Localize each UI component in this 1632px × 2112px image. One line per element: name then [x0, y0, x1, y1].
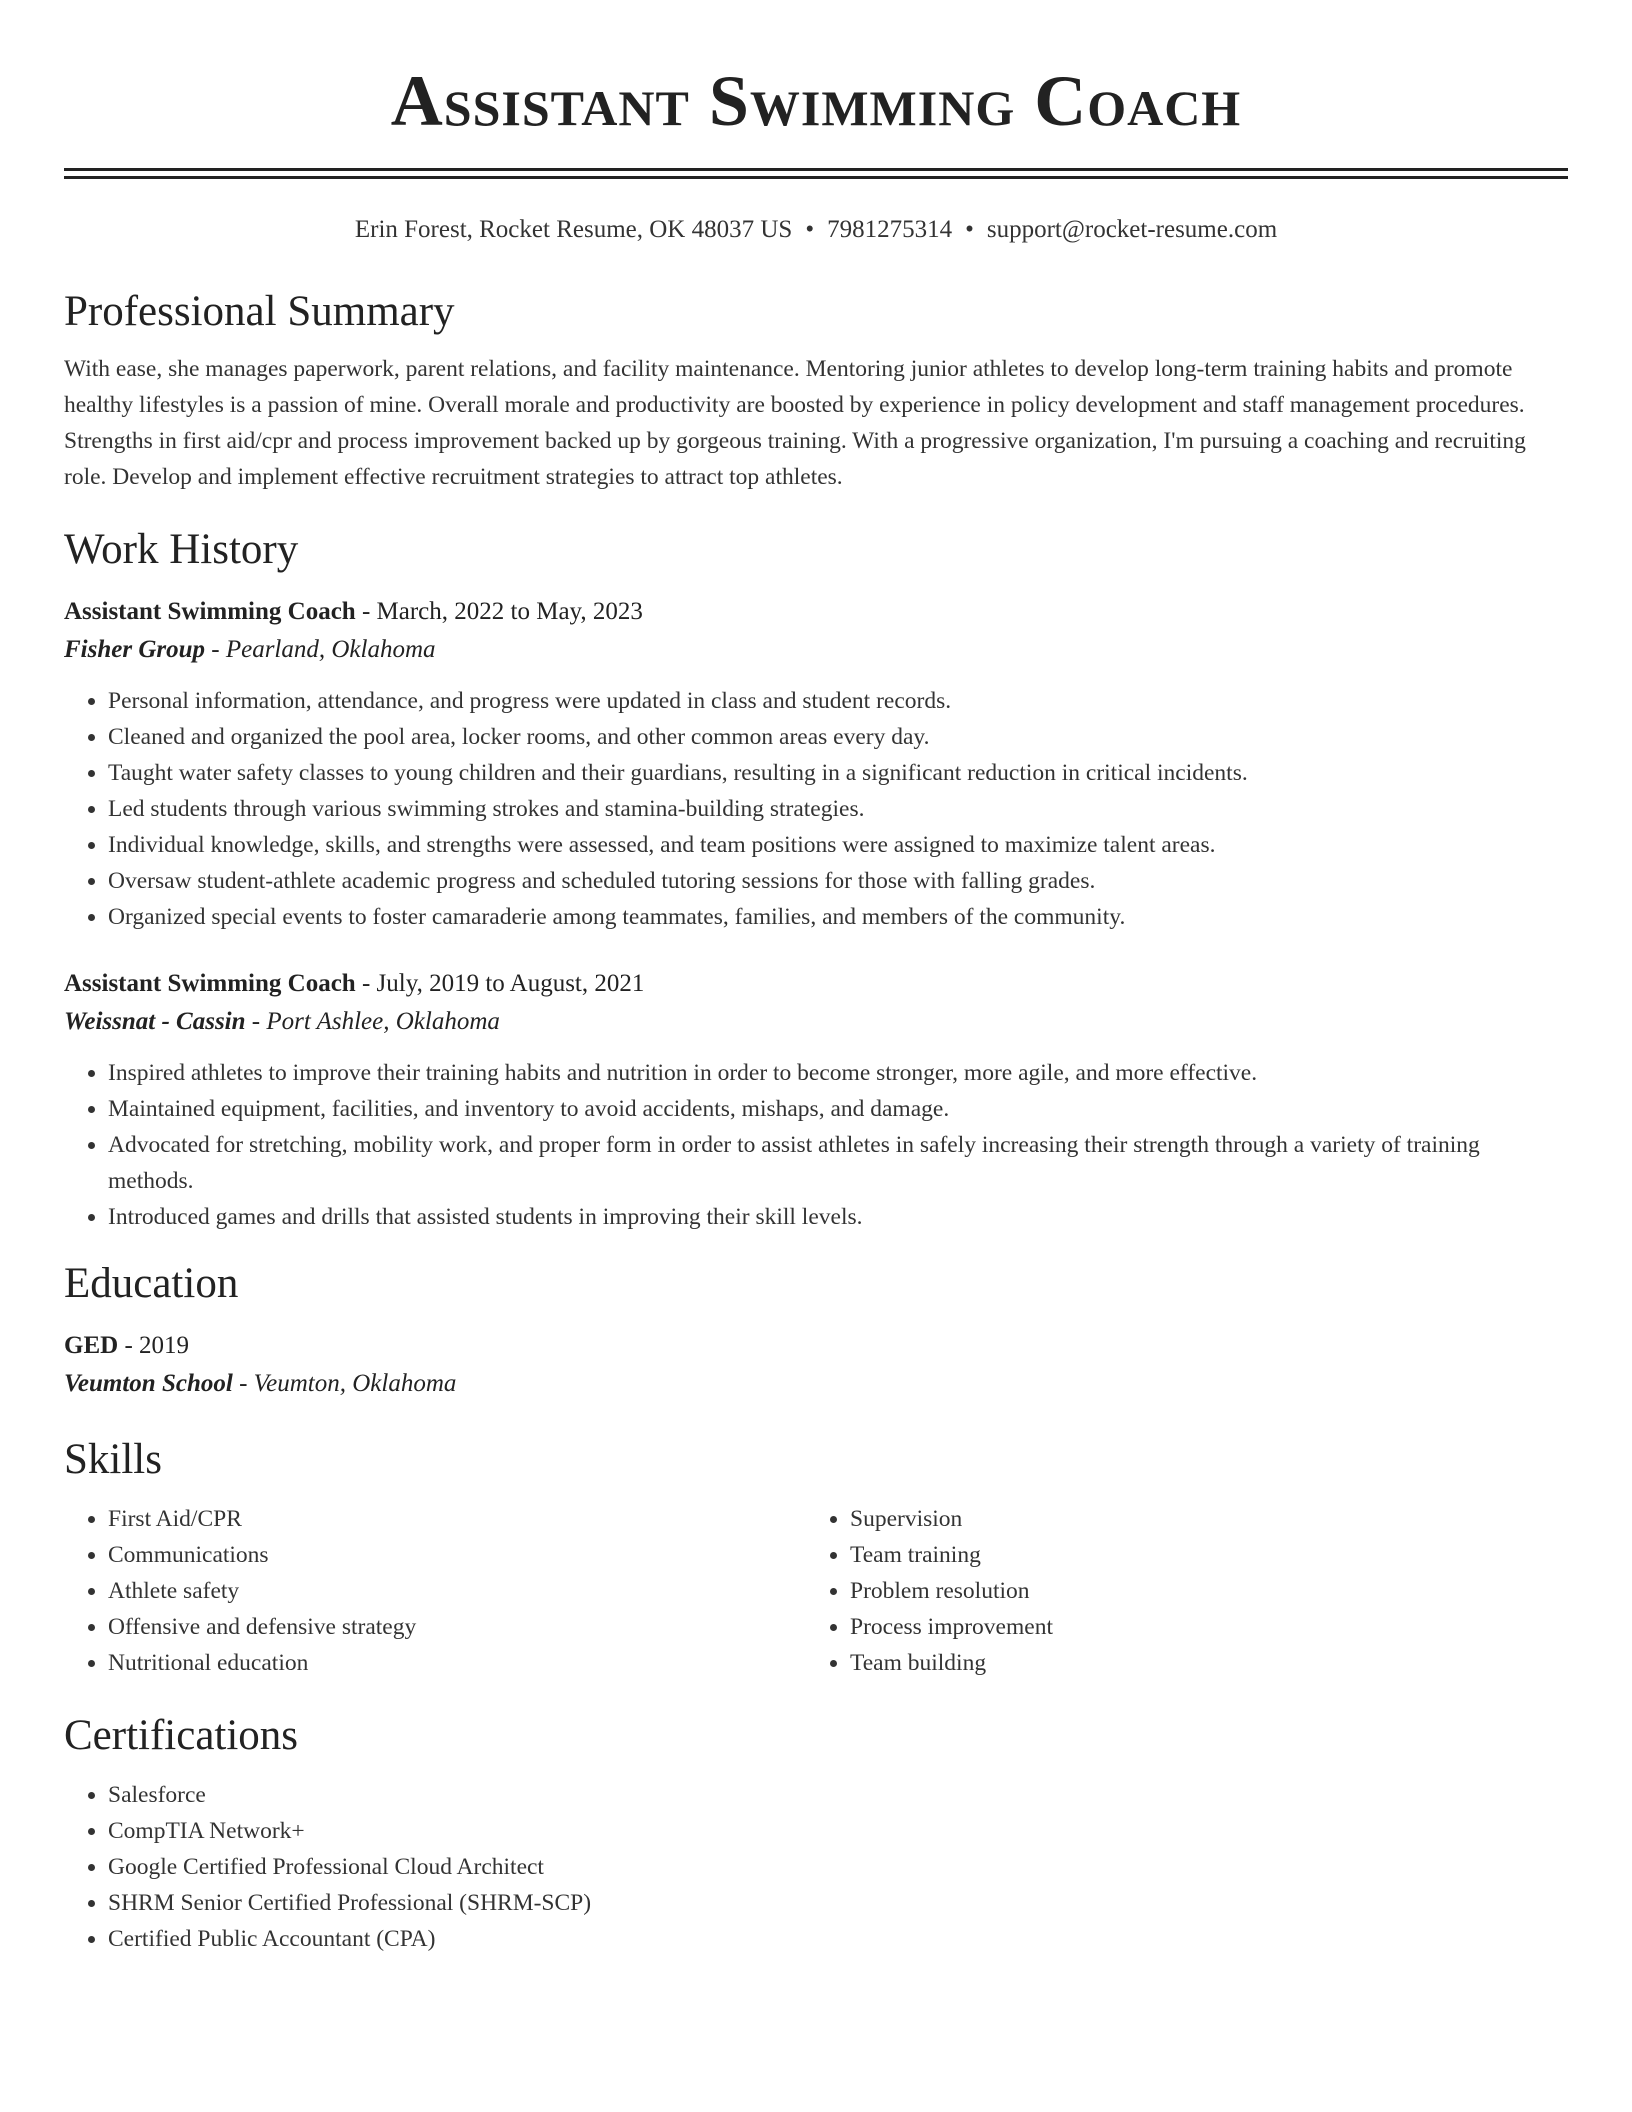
job-entry	[64, 593, 1568, 935]
list-item: • Personal information, attendance, and progress were updated in class and student records.	[108, 683, 1568, 719]
school-line	[64, 1365, 1568, 1403]
school-name: Veumton School	[64, 1370, 233, 1397]
list-item: • Team building	[850, 1645, 1568, 1681]
list-item: • CompTIA Network+	[108, 1813, 1568, 1849]
education-entry	[64, 1327, 1568, 1403]
job-heading	[64, 593, 1568, 631]
job-heading	[64, 965, 1568, 1003]
section-title-work-history: Work History	[64, 526, 299, 573]
list-item: • Taught water safety classes to young children and their guardians, resulting in a significant reduction in critical incidents.	[108, 755, 1568, 791]
list-item: • Problem resolution	[850, 1573, 1568, 1609]
list-item: • Communications	[108, 1537, 806, 1573]
title-double-rule	[64, 168, 1568, 179]
employer-name: Weissnat - Cassin	[64, 1008, 246, 1035]
section-title-certifications: Certifications	[64, 1712, 299, 1759]
list-item: • Salesforce	[108, 1777, 1568, 1813]
contact-email: support@rocket-resume.com	[986, 216, 1278, 243]
list-item: • Maintained equipment, facilities, and inventory to avoid accidents, mishaps, and damage.	[108, 1091, 1568, 1127]
job-role: Assistant Swimming Coach	[64, 970, 356, 997]
certifications-list	[64, 1777, 1568, 1957]
list-item: • Nutritional education	[108, 1645, 806, 1681]
list-item: • Led students through various swimming strokes and stamina-building strategies.	[108, 791, 1568, 827]
contact-line	[64, 213, 1568, 247]
list-item: • Cleaned and organized the pool area, locker rooms, and other common areas every day.	[108, 719, 1568, 755]
skills-list-left	[64, 1501, 806, 1681]
employer-name: Fisher Group	[64, 636, 206, 663]
education-heading	[64, 1327, 1568, 1365]
list-item: • Oversaw student-athlete academic progress and scheduled tutoring sessions for those with falling grades.	[108, 863, 1568, 899]
job-entry	[64, 965, 1568, 1235]
list-item: • Athlete safety	[108, 1573, 806, 1609]
job-bullets	[64, 1055, 1568, 1235]
bullet-separator: •	[805, 216, 815, 243]
list-item: • Google Certified Professional Cloud Architect	[108, 1849, 1568, 1885]
contact-address: Erin Forest, Rocket Resume, OK 48037 US	[354, 216, 793, 243]
section-title-skills: Skills	[64, 1436, 162, 1483]
contact-phone: 7981275314	[827, 216, 953, 243]
list-item: • Introduced games and drills that assisted students in improving their skill levels.	[108, 1199, 1568, 1235]
job-dates: - July, 2019 to August, 2021	[355, 970, 645, 997]
employer-location: - Port Ashlee, Oklahoma	[245, 1008, 500, 1035]
list-item: • SHRM Senior Certified Professional (SHRM-SCP)	[108, 1885, 1568, 1921]
employer-line	[64, 631, 1568, 669]
education-year: - 2019	[118, 1332, 190, 1359]
list-item: • First Aid/CPR	[108, 1501, 806, 1537]
resume-title: Assistant Swimming Coach	[390, 61, 1242, 141]
job-dates: - March, 2022 to May, 2023	[355, 598, 643, 625]
list-item: • Individual knowledge, skills, and strengths were assessed, and team positions were assigned to maximize talent areas.	[108, 827, 1568, 863]
education-degree: GED	[64, 1332, 119, 1359]
section-title-summary: Professional Summary	[64, 288, 455, 335]
section-title-education: Education	[64, 1260, 239, 1307]
list-item: • Organized special events to foster camaraderie among teammates, families, and members of the community.	[108, 899, 1568, 935]
bullet-separator: •	[965, 216, 974, 243]
job-role: Assistant Swimming Coach	[64, 598, 356, 625]
employer-line	[64, 1003, 1568, 1041]
job-bullets	[64, 683, 1568, 935]
skills-list-right	[806, 1501, 1568, 1681]
list-item: • Advocated for stretching, mobility work, and proper form in order to assist athletes in safely increasing their strength through a variety of training methods.	[108, 1127, 1568, 1199]
list-item: • Process improvement	[850, 1609, 1568, 1645]
list-item: • Offensive and defensive strategy	[108, 1609, 806, 1645]
list-item: • Certified Public Accountant (CPA)	[108, 1921, 1568, 1957]
employer-location: - Pearland, Oklahoma	[205, 636, 436, 663]
summary-text: With ease, she manages paperwork, parent relations, and facility maintenance. Mentoring junior athletes to develop long-term training habits and promote healthy lifestyles is a passion of mine. Overall morale and productivity are boosted by experience in policy development and staff management procedures. Strengths in first aid/cpr and process improvement backed up by gorgeous training. With a progressive organization, I'm pursuing a coaching and recruiting role. Develop and implement effective recruitment strategies to attract top athletes.	[64, 356, 1526, 490]
list-item: • Team training	[850, 1537, 1568, 1573]
list-item: • Inspired athletes to improve their training habits and nutrition in order to become stronger, more agile, and more effective.	[108, 1055, 1568, 1091]
school-location: - Veumton, Oklahoma	[232, 1370, 457, 1397]
list-item: • Supervision	[850, 1501, 1568, 1537]
skills-grid	[64, 1501, 1568, 1681]
